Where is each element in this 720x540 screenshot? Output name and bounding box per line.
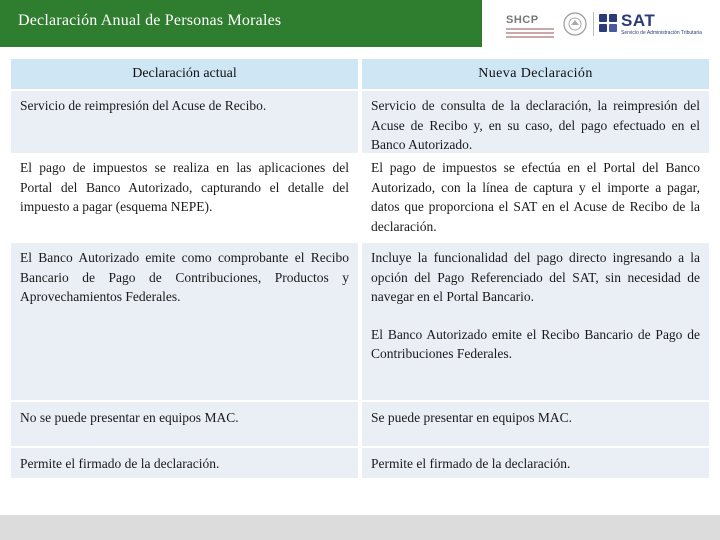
sat-logo: SAT Servicio de Administración Tributaria	[599, 10, 709, 38]
table-header-row	[11, 59, 709, 89]
logo-divider	[593, 12, 594, 36]
footer-strip	[0, 515, 720, 540]
sat-mark-icon	[599, 14, 617, 32]
cell-current: El Banco Autorizado emite como comprobante el Recibo Bancario de Pago de Contribuciones, Productos y Aprovechamientos Federales.	[11, 243, 358, 400]
cell-current: Servicio de reimpresión del Acuse de Recibo.	[11, 91, 358, 153]
header-new: Nueva Declaración	[362, 59, 709, 89]
table-row	[11, 448, 709, 478]
cell-new: El pago de impuestos se efectúa en el Portal del Banco Autorizado, con la línea de captura y el importe a pagar, datos que proporciona el SAT en el Acuse de Recibo de la declaración.	[362, 153, 709, 243]
header-bar	[0, 0, 482, 47]
header-current: Declaración actual	[11, 59, 358, 89]
table-row	[11, 153, 709, 243]
table-row	[11, 243, 709, 400]
comparison-table	[11, 59, 709, 478]
cell-current: El pago de impuestos se realiza en las aplicaciones del Portal del Banco Autorizado, capturando el detalle del impuesto a pagar (esquema NEPE).	[11, 153, 358, 243]
cell-new: Se puede presentar en equipos MAC.	[362, 402, 709, 446]
shcp-logo: SHCP	[506, 14, 566, 38]
page-title: Declaración Anual de Personas Morales	[18, 12, 282, 29]
logos-area	[486, 0, 720, 47]
cell-new	[362, 243, 709, 400]
cell-paragraph: Incluye la funcionalidad del pago directo ingresando a la opción del Pago Referenciado del SAT, sin necesidad de navegar en el Portal Bancario.	[371, 250, 700, 304]
table-row	[11, 402, 709, 446]
cell-current: Permite el firmado de la declaración.	[11, 448, 358, 478]
national-seal-icon	[562, 11, 588, 37]
cell-paragraph: El Banco Autorizado emite el Recibo Bancario de Pago de Contribuciones Federales.	[371, 326, 700, 361]
table-row	[11, 91, 709, 153]
cell-current: No se puede presentar en equipos MAC.	[11, 402, 358, 446]
cell-new: Servicio de consulta de la declaración, la reimpresión del Acuse de Recibo y, en su caso, del pago efectuado en el Banco Autorizado.	[362, 91, 709, 153]
cell-new: Permite el firmado de la declaración.	[362, 448, 709, 478]
